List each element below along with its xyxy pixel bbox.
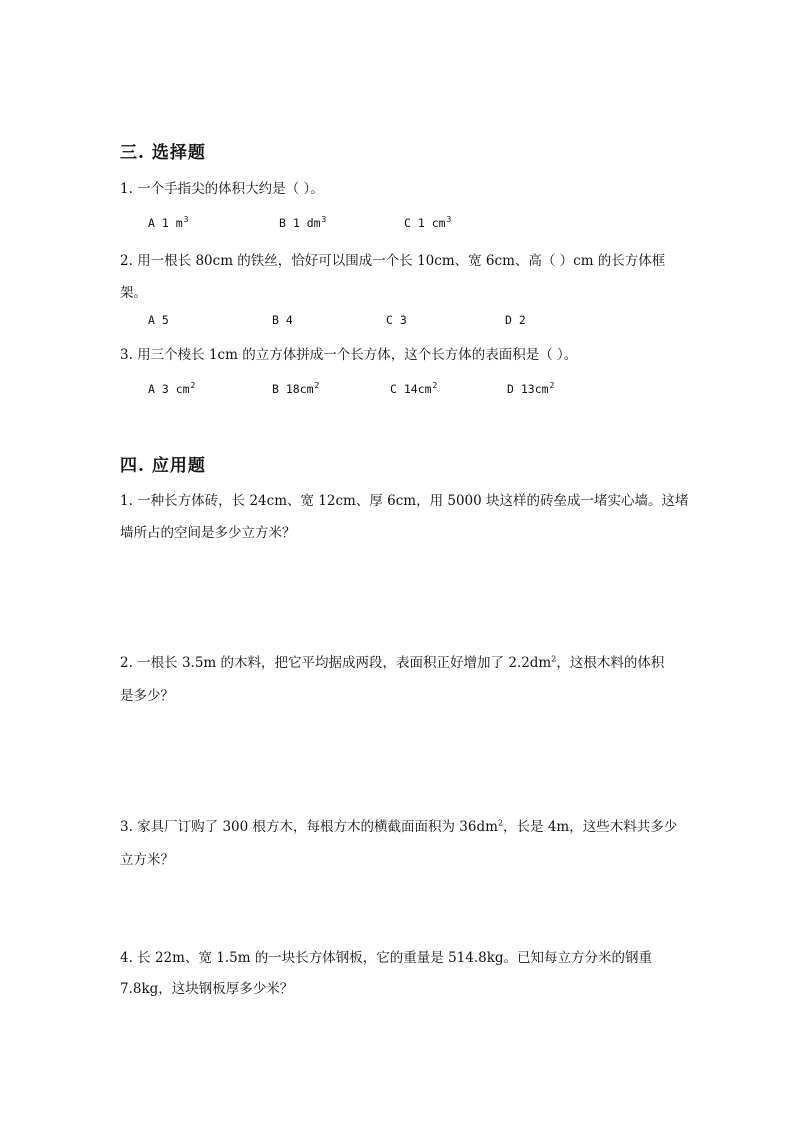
question-4-4-line2: 7.8kg，这块钢板厚多少米？ bbox=[120, 981, 294, 997]
option-d: D 2 bbox=[505, 313, 526, 327]
question-4-4-line1: 4. 长 22m、宽 1.5m 的一块长方体钢板，它的重量是 514.8kg。已知每立方分米的钢重 bbox=[120, 950, 653, 966]
section-title-choice: 三. 选择题 bbox=[120, 143, 206, 163]
option-b: B $18cm^2$ bbox=[272, 381, 320, 396]
question-3-2-line2: 架。 bbox=[120, 285, 147, 301]
option-c: C $14cm^2$ bbox=[390, 381, 438, 396]
question-4-3-line1: 3. 家具厂订购了 300 根方木，每根方木的横截面面积为 $36dm^2$，长是 4m，这些木料共多少 bbox=[120, 818, 678, 835]
question-3-3: 3. 用三个棱长 1cm 的立方体拼成一个长方体，这个长方体的表面积是（ ）。 bbox=[120, 347, 578, 363]
option-c: C 3 bbox=[386, 313, 407, 327]
question-4-1-line2: 墙所占的空间是多少立方米？ bbox=[120, 525, 296, 541]
option-b: B 1 $dm^3$ bbox=[279, 215, 327, 230]
question-4-2-line2: 是多少？ bbox=[120, 688, 174, 704]
question-3-2-line1: 2. 用一根长 80cm 的铁丝，恰好可以围成一个长 10cm、宽 6cm、高（ ）cm 的长方体框 bbox=[120, 253, 666, 269]
option-d: D $13cm^2$ bbox=[507, 381, 555, 396]
section-title-application: 四. 应用题 bbox=[120, 456, 206, 476]
option-a: A 1 $m^3$ bbox=[148, 215, 189, 230]
question-4-3-line2: 立方米？ bbox=[120, 852, 174, 868]
option-a: A 3 $cm^2$ bbox=[148, 381, 196, 396]
option-b: B 4 bbox=[272, 313, 293, 327]
question-3-1: 1. 一个手指尖的体积大约是（ ）。 bbox=[120, 181, 324, 197]
option-c: C 1 $cm^3$ bbox=[404, 215, 452, 230]
option-a: A 5 bbox=[148, 313, 169, 327]
question-4-1-line1: 1. 一种长方体砖，长 24cm、宽 12cm、厚 6cm，用 5000 块这样的砖垒成一堵实心墙。这堵 bbox=[120, 493, 689, 509]
question-4-2-line1: 2. 一根长 3.5m 的木料，把它平均据成两段，表面积正好增加了 $2.2dm^2$，这根木料的体积 bbox=[120, 654, 665, 671]
